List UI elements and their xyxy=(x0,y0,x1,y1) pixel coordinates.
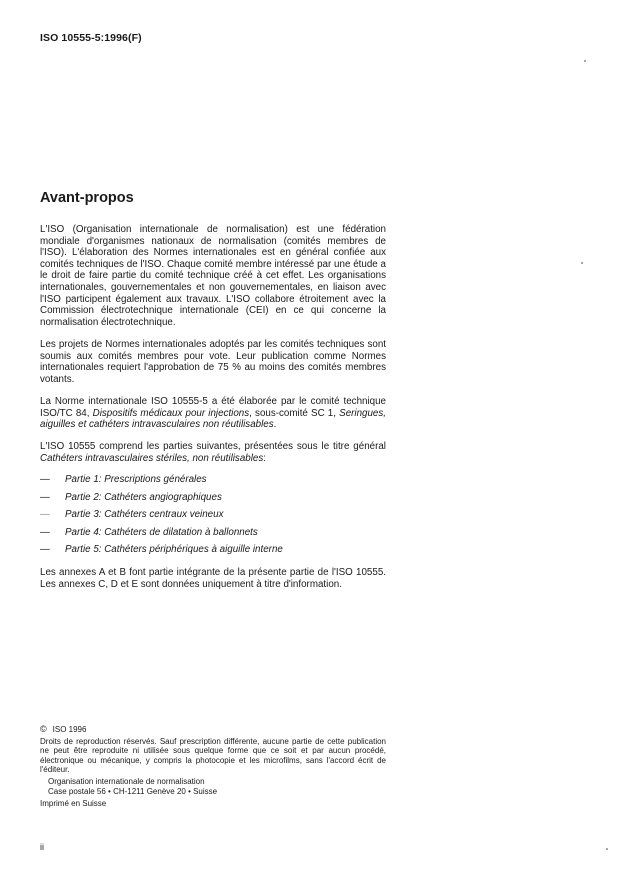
parts-intro-colon: : xyxy=(263,452,266,464)
scan-speck xyxy=(584,60,586,62)
part-label: Partie 2: Cathéters angiographiques xyxy=(65,491,222,503)
scan-speck xyxy=(606,848,608,850)
part-label: Partie 4: Cathéters de dilatation à ballonnets xyxy=(65,526,258,538)
page-number: ii xyxy=(40,842,44,852)
organization-address: Case postale 56 • CH-1211 Genève 20 • Suisse xyxy=(48,786,218,796)
list-item xyxy=(40,492,386,510)
parts-intro-text: L'ISO 10555 comprend les parties suivantes, présentées sous le titre général xyxy=(40,441,386,452)
scan-speck xyxy=(581,262,583,264)
document-id: ISO 10555-5:1996(F) xyxy=(40,32,142,44)
copyright-symbol: © xyxy=(40,724,47,734)
list-dash: — xyxy=(40,474,50,485)
paragraph-voting: Les projets de Normes internationales adoptés par les comités techniques sont soumis aux comités membres pour vote. Leur publication comme Normes internationales requiert l'approbation de 75 % au moins des comités membres votants. xyxy=(40,339,386,385)
section-title: Avant-propos xyxy=(40,190,134,206)
paragraph-committee xyxy=(40,396,386,431)
copyright-block xyxy=(40,725,386,809)
committee-text-e: . xyxy=(273,419,277,431)
committee-title: Dispositifs médicaux pour injections xyxy=(92,407,250,419)
rights-notice: Droits de reproduction réservés. Sauf prescription différente, aucune partie de cette publication ne peut être reproduite ni utilisée sous quelque forme que ce soit et par aucun procédé, électronique ou mécanique, y compris la photocopie et les microfilms, sans l'accord écrit de l'éditeur. xyxy=(40,736,386,775)
list-dash: — xyxy=(40,526,50,538)
list-item xyxy=(40,509,386,527)
part-label: Partie 3: Cathéters centraux veineux xyxy=(65,509,224,520)
paragraph-parts-intro xyxy=(40,441,386,464)
list-item xyxy=(40,544,386,562)
series-title: Cathéters intravasculaires stériles, non réutilisables xyxy=(40,452,264,464)
list-item xyxy=(40,474,386,492)
part-label: Partie 1: Prescriptions générales xyxy=(65,474,207,485)
parts-list xyxy=(40,474,386,562)
committee-text-c: , sous-comité SC 1, xyxy=(249,407,340,419)
printed-in: Imprimé en Suisse xyxy=(40,799,107,809)
list-dash: — xyxy=(40,509,50,520)
list-item xyxy=(40,527,386,545)
paragraph-iso-intro: L'ISO (Organisation internationale de normalisation) est une fédération mondiale d'organismes nationaux de normalisation (comités membres de l'ISO). L'élaboration des Normes internationales est en général confiée aux comités techniques de l'ISO. Chaque comité membre intéressé par une étude a le droit de faire partie du comité technique créé à cet effet. Les organisations internationales, gouvernementales et non gouvernementales, en liaison avec l'ISO participent également aux travaux. L'ISO collabore étroitement avec la Commission électrotechnique internationale (CEI) en ce qui concerne la normalisation électrotechnique. xyxy=(40,224,386,328)
committee-text-a: La Norme internationale ISO 10555-5 a été élaborée par le comité technique ISO/TC 84, xyxy=(40,396,386,419)
paragraph-annexes: Les annexes A et B font partie intégrante de la présente partie de l'ISO 10555. Les annexes C, D et E sont données uniquement à titre d'information. xyxy=(40,567,386,590)
subcommittee-title: Seringues, aiguilles et cathéters intravasculaires non réutilisables xyxy=(40,407,386,431)
copyright-year: ISO 1996 xyxy=(52,725,87,734)
list-dash: — xyxy=(40,491,50,503)
list-dash: — xyxy=(40,544,50,555)
part-label: Partie 5: Cathéters périphériques à aiguille interne xyxy=(65,544,283,555)
organization-name: Organisation internationale de normalisation xyxy=(48,776,205,786)
copyright-line xyxy=(40,725,386,735)
